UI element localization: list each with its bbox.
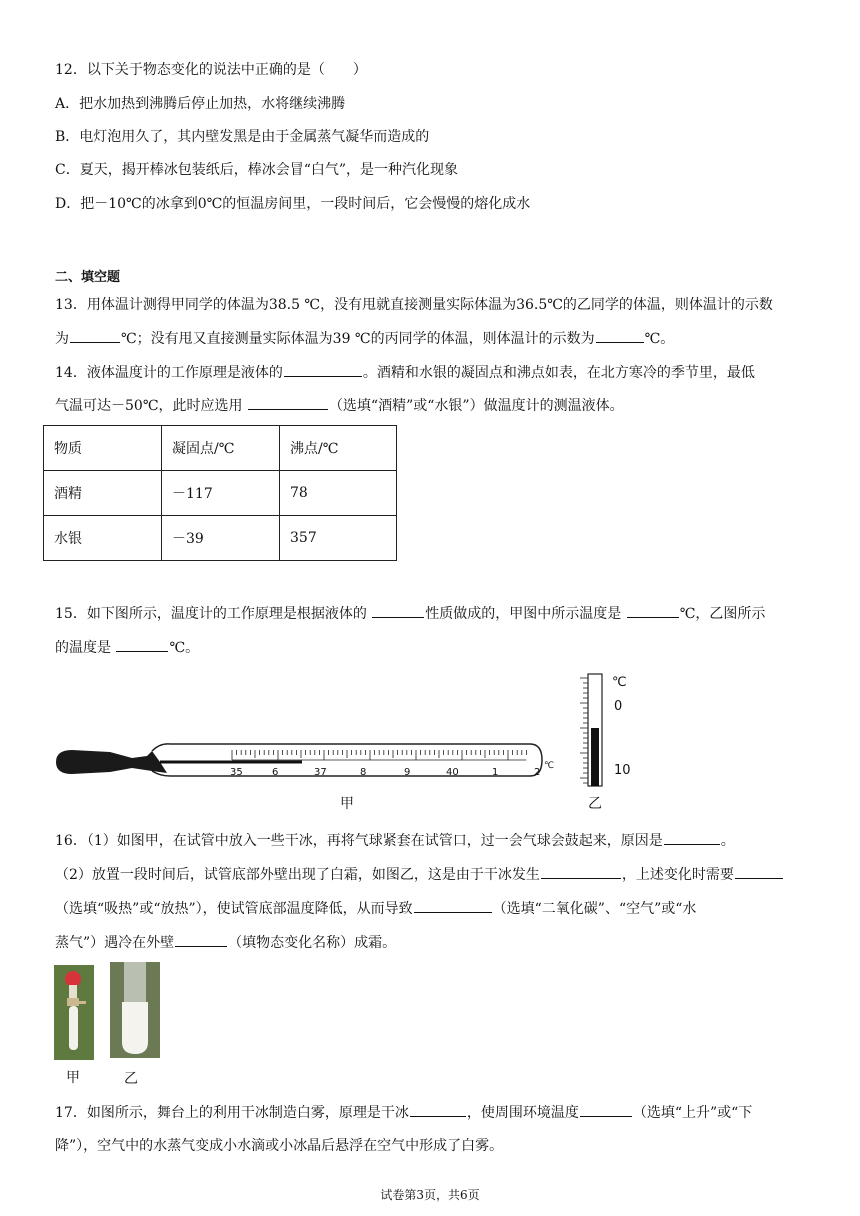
table-cell: 水银 [44,516,162,561]
small-thermometer-ticks [580,678,588,783]
balloon [65,971,81,987]
q16-line2: （2）放置一段时间后，试管底部外壁出现了白霜，如图乙，这是由于干冰发生 ，上述变化时需要 [55,864,784,885]
section-header-fill-in: 二、填空题 [55,270,121,285]
q12-option-b: B．电灯泡用久了，其内壁发黑是由于金属蒸气凝华而造成的 [55,129,430,145]
table-header-row [44,426,397,471]
answer-blank[interactable] [664,830,720,845]
thermometer-ticks [232,750,526,760]
caption-jia: 甲 [340,796,354,812]
q15-line1: 15．如下图所示，温度计的工作原理是根据液体的 性质做成的，甲图中所示温度是 ℃，乙图所示 [55,603,765,624]
answer-blank[interactable] [627,603,679,618]
thermometer-label: 6 [272,767,279,778]
thermometer-label: 9 [404,767,411,778]
q12-stem: 12．以下关于物态变化的说法中正确的是（ ） [55,62,367,78]
q13-line2: 为 ℃；没有甩又直接测量实际体温为39 ℃的丙同学的体温，则体温计的示数为 ℃。 [55,328,674,349]
melting-boiling-table [43,425,397,561]
table-row [44,471,397,516]
thermometer-label: 1 [492,767,499,778]
answer-blank[interactable] [175,932,227,947]
answer-blank[interactable] [580,1102,632,1117]
q16-line3: （选填“吸热”或“放热”），使试管底部温度降低，从而导致 （选填“二氧化碳”、“空气”或“水 [55,898,696,919]
caption-yi-2: 乙 [124,1071,138,1087]
answer-blank[interactable] [116,637,168,652]
thermometer-label: 8 [360,767,367,778]
q14-line2: 气温可达－50℃，此时应选用 （选填“酒精”或“水银”）做温度计的测温液体。 [55,395,624,416]
table-row [44,516,397,561]
thermometer-label: 2 [534,767,541,778]
answer-blank[interactable] [735,864,783,879]
thermometer-bulb [56,750,167,774]
clinical-thermometer-figure [52,738,572,786]
q12-option-c: C．夏天，揭开棒冰包装纸后，棒冰会冒“白气”，是一种汽化现象 [55,162,459,178]
q12-option-d: D．把－10℃的冰拿到0℃的恒温房间里，一段时间后，它会慢慢的熔化成水 [55,196,531,212]
table-cell: 酒精 [44,471,162,516]
q17-line2: 降”），空气中的水蒸气变成小水滴或小冰晶后悬浮在空气中形成了白雾。 [55,1138,504,1154]
answer-blank[interactable] [410,1102,466,1117]
test-tube [69,1006,78,1050]
frost [122,1002,148,1054]
q14-line1: 14．液体温度计的工作原理是液体的 。酒精和水银的凝固点和沸点如表，在北方寒冷的季节里，最低 [55,362,755,383]
table-header: 沸点/℃ [280,426,397,471]
thermometer-label: 35 [230,767,243,778]
liquid-column [591,728,599,786]
q12-option-a: A．把水加热到沸腾后停止加热，水将继续沸腾 [55,96,346,112]
q15-line2: 的温度是 ℃。 [55,637,199,658]
q16-line1: 16．（1）如图甲，在试管中放入一些干冰，再将气球紧套在试管口，过一会气球会鼓起来，原因是 。 [55,830,735,851]
thermometer-label: 37 [314,767,327,778]
table-header: 凝固点/℃ [162,426,280,471]
small-label-10: 10 [614,763,631,778]
test-tube-balloon-photo [54,965,94,1060]
caption-yi: 乙 [588,796,602,812]
answer-blank[interactable] [414,898,492,913]
q17-line1: 17．如图所示，舞台上的利用干冰制造白雾，原理是干冰 ，使周围环境温度 （选填“上升”或“下 [55,1102,752,1123]
q16-line4: 蒸气”）遇冷在外壁 （填物态变化名称）成霜。 [55,932,396,953]
answer-blank[interactable] [248,395,328,410]
q13-line1: 13．用体温计测得甲同学的体温为38.5 ℃，没有甩就直接测量实际体温为36.5℃的乙同学的体温，则体温计的示数 [55,297,773,313]
answer-blank[interactable] [70,328,120,343]
table-header: 物质 [44,426,162,471]
caption-jia-2: 甲 [66,1070,80,1086]
answer-blank[interactable] [541,864,621,879]
vertical-thermometer-figure [570,670,640,790]
small-unit: ℃ [612,675,627,690]
table-cell: －117 [162,471,280,516]
thermometer-unit: ℃ [544,761,555,771]
thermometer-label: 40 [446,767,459,778]
frosted-test-tube-photo [110,962,160,1058]
table-cell: 78 [280,471,397,516]
table-cell: －39 [162,516,280,561]
answer-blank[interactable] [372,603,424,618]
answer-blank[interactable] [284,362,362,377]
small-label-0: 0 [614,699,623,714]
answer-blank[interactable] [596,328,644,343]
table-cell: 357 [280,516,397,561]
page-footer: 试卷第3页，共6页 [380,1188,480,1202]
